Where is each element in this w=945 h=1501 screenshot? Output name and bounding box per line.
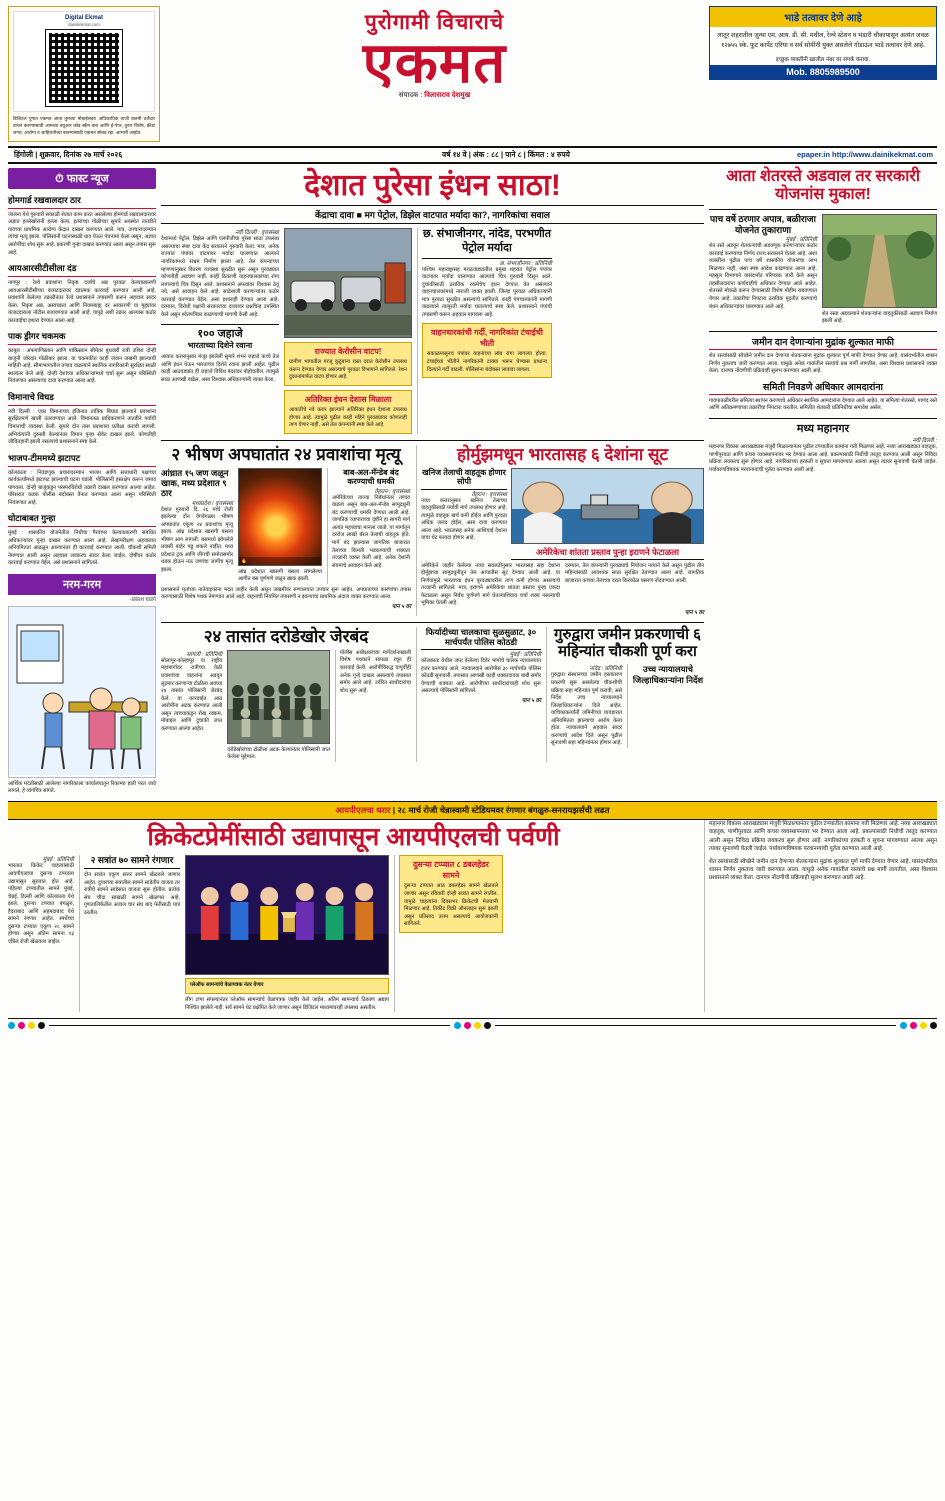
title-block — [166, 6, 703, 100]
farm-road-svg — [823, 215, 936, 307]
color-dot-black — [484, 1022, 491, 1029]
accident-story — [161, 445, 411, 616]
gurudwara-story — [546, 627, 704, 762]
fast-news-title: भाजप-टीममध्ये झटापट — [8, 452, 156, 467]
ipl-box2-body: दुसऱ्या टप्प्यात आठ डबलहेडर सामने खेळवले जाणार असून रविवारी दोन्ही सत्रांत सामने रंगतील. यामुळे चाहत्यांना दिवसभर क्रिकेटची मेजवानी मिळणार आहे. तिकीट विक्री ऑनलाइन सुरू झाली असून प्रतिसाद उत्तम असल्याचे आयोजकांनी सांगितले. — [404, 883, 498, 928]
fast-news-body: जालना येथे गुरुवारी सकाळी शेतात काम करत असलेल्या होमगार्ड रखवालदारावर अज्ञात हल्लेखोरांनी हल्ला केला. इतरांच्या गोळीच्या सुमारे अवस्थेत तातडीने गावच्या प्राथमिक आरोग्य केंद्रात दाखल करण्यात आले. मात्र, उपचारादरम्यान त्यांचा मृत्यू झाला. पोलिसांनी घटनास्थळी धाव घेऊन पंचनामा केला असून, अज्ञात आरोपींचा शोध सुरू आहे. प्रकरणी गुन्हा दाखल करण्यात आला असून तपास सुरू आहे. — [8, 211, 156, 256]
lead-headline: देशात पुरेसा इंधन साठा! — [304, 168, 561, 202]
color-dot-magenta — [910, 1022, 917, 1029]
ipl-right-filler — [704, 820, 937, 1012]
color-dots — [900, 1022, 937, 1029]
police-jump[interactable]: पान ५ वर — [521, 697, 541, 704]
extra-fuel-title: अतिरिक्त इंधन देशास मिळाला — [304, 394, 392, 404]
farm-road-photo — [822, 214, 937, 308]
robbers-story — [161, 627, 411, 762]
oil-body: नव्या करारानुसार खनिज तेलाच्या वाहतुकीसाठी पर्यायी मार्ग उपलब्ध होणार आहे. त्यामुळे वाहतूक खर्च कमी होईल आणि पुरवठा अधिक जलद होईल, असा दावा करण्यात आला आहे. भारतासह अनेक आशियाई देशांना याचा थेट फायदा होणार आहे. — [421, 497, 507, 542]
masthead — [8, 6, 937, 142]
fast-news-item[interactable] — [8, 391, 156, 447]
editor-name: विलासराव देशमुख — [424, 92, 471, 100]
bus-fire-photo — [238, 468, 322, 566]
police-custody-head: फिर्यादीच्या चालकाचा सुळसुळाट, ३० मार्चपर्यंत पोलिस कोठडी — [421, 627, 541, 650]
qr-code-icon[interactable] — [46, 30, 122, 106]
color-dot-magenta — [464, 1022, 471, 1029]
ipl-box1-body: दोन सत्रांत एकूण सत्तर सामने खेळवले जाणार आहेत. दुपारच्या सत्रातील सामने साडेतीन वाजता तर रात्रीचे सामने साडेसात वाजता सुरू होतील. प्रत्येक संघ चौदा साखळी सामने खेळणार आहे. गुणतालिकेतील अव्वल चार संघ बाद फेरीसाठी पात्र ठरतील. — [84, 872, 180, 916]
right-dateline: मुंबई : प्रतिनिधी — [785, 237, 817, 244]
fast-news-title: होमगार्ड रखवालदार ठार — [8, 194, 156, 209]
ipl-right-text-2: शेत रस्त्यांसाठी स्वेच्छेने जमीन दान देणाऱ्या शेतकऱ्यांना मुद्रांक शुल्कात पूर्ण माफी देण्यात येणार आहे. यासंदर्भातील शासन निर्णय नुकताच जारी करण्यात आला. यामुळे अनेक गावांतील रस्त्यांचे प्रश्न मार्गी लागतील, असा विश्वास प्रशासनाने व्यक्त केला. दानपत्र नोंदणीची प्रक्रियाही सुलभ करण्यात आली आहे. — [709, 858, 937, 882]
clock-icon: ⏱ — [55, 172, 64, 185]
land-donation-head: जमीन दान देणाऱ्यांना मुद्रांक शुल्कात माफी — [709, 336, 937, 350]
land-donation-body: शेत रस्त्यांसाठी स्वेच्छेने जमीन दान देणाऱ्या शेतकऱ्यांना मुद्रांक शुल्कात पूर्ण माफी देण्यात येणार आहे. यासंदर्भातील शासन निर्णय नुकताच जारी करण्यात आला. यामुळे अनेक गावांतील रस्त्यांचे प्रश्न मार्गी लागतील, असा विश्वास प्रशासनाने व्यक्त केला. दानपत्र नोंदणीची प्रक्रियाही सुलभ करण्यात आली आहे. — [709, 353, 937, 375]
dateline-bar — [8, 146, 937, 164]
fast-news-header — [8, 168, 156, 189]
third-row — [161, 622, 704, 762]
mahanagar-body: महानगर विकास आराखड्यास मंजुरी मिळाल्यानंतर पुढील टप्प्यातील कामांना गती मिळणार आहे. नव्या आराखड्यात वाहतूक, पाणीपुरवठा आणि कचरा व्यवस्थापनावर भर देण्यात आला आहे. प्रकल्पासाठी निधीची तरतूद करण्यात आली असून निविदा प्रक्रिया लवकरच सुरू होणार आहे. नागरिकांच्या हरकती व सूचना मागवण्यात आल्या असून त्यावर सुनावणी घेतली जाईल. पर्यावरणविषयक परवानग्यांची पूर्तता करण्यात आली आहे. — [709, 444, 937, 473]
narm-garam-header: नरम-गरम — [8, 574, 156, 595]
nanded-head: छ. संभाजीनगर, नांदेड, परभणीत पेट्रोल मर्यादा — [422, 228, 552, 258]
committee-head: समिती निवडणे अधिकार आमदारांना — [709, 381, 937, 395]
police-arrest-photo — [227, 650, 330, 744]
nanded-story — [417, 228, 552, 433]
committee-body: गावपातळीवरील समित्या स्थापन करण्याचे अधिकार स्थानिक आमदारांना देण्यात आले आहेत. या समित्या शेतरस्ते, पाणंद रस्ते आणि अतिक्रमणाच्या तक्रारींचा निपटारा करतील. समितीत शेतकरी प्रतिनिधींचा समावेश असेल. — [709, 397, 937, 412]
fast-news-title: पाक ड्रीगर चकमक — [8, 330, 156, 345]
ipl-strip: आयपीएलचा थरार | २८ मार्च रोजी चेन्नास्वामी स्टेडियमवर रंगणार बंगळुरु-सनरायझर्सची लढत — [8, 801, 937, 820]
hormuz-body-1: अमेरिकेने जाहीर केलेल्या नव्या सवलतीनुसार भारतासह सहा देशांना होर्मुझच्या सामुद्रधुनीतून तेल आयातीस सूट देण्यात आली आहे. या निर्णयामुळे भारताच्या इंधन पुरवठ्यावरील ताण कमी होणार असल्याचे तज्ज्ञांनी सांगितले. मात्र, इराणने अमेरिकेचा शांतता प्रस्ताव पुन्हा एकदा फेटाळला असून निर्बंध पूर्णपणे मागे घेतल्याशिवाय चर्चा शक्य नसल्याची भूमिका घेतली आहे. — [421, 562, 560, 607]
page-grid — [8, 168, 937, 796]
kerosene-body: ग्रामीण भागातील गरजू कुटुंबांना रास्त दरात केरोसीन उपलब्ध करून देण्यात येणार असल्याचे पुरवठा विभागाने सांगितले. रेशन दुकानांमार्फत वाटप होणार आहे. — [289, 359, 407, 381]
lead-subhead: केंद्राचा दावा ■ मग पेट्रोल, डिझेल वाटपात मर्यादा का?, नागरिकांचा सवाल — [161, 205, 704, 224]
fast-news-body: काबूल : अफगाणिस्तान आणि पाकिस्तान सीमेवर बुधवारी रात्री उशिरा दोन्ही बाजूंनी जोरदार गोळीबार झाला. या चकमकीत काही जवान जखमी झाल्याची माहिती आहे. सीमाभागातील तणाव वाढल्याने स्थानिक नागरिकांनी सुरक्षित स्थळी स्थलांतर केले आहे. दोन्ही देशांच्या अधिकाऱ्यांमध्ये चर्चा सुरू असून परिस्थिती नियंत्रणात असल्याचा दावा करण्यात आला आहे. — [8, 348, 156, 385]
narm-garam-byline: -प्रकाश घाडगे — [129, 596, 156, 603]
fast-news-title: घोटाबाबत गुन्हा — [8, 512, 156, 527]
dateline-center: वर्ष १४ वे | अंक : ८८ | पाने ८ | किंमत : ४ रुपये — [442, 149, 570, 159]
gurudwara-side-head: उच्च न्यायालयाचे जिल्हाधिकाऱ्यांना निर्देश — [632, 664, 704, 685]
extra-fuel-box — [284, 390, 412, 434]
ipl-box2-head: दुसऱ्या टप्प्यात ८ डबलहेडर सामने — [413, 860, 489, 881]
hormuz-story — [416, 445, 704, 616]
editor-line — [166, 91, 703, 100]
color-dot-cyan — [900, 1022, 907, 1029]
qr-inner — [13, 11, 155, 112]
robbers-body-1: सोलापूर-कोल्हापूर या राष्ट्रीय महामार्गावर रात्रीच्या वेळी प्रवाशांच्या वाहनांना अडवून लुटमार करणाऱ्या टोळीला अवघ्या २४ तासांत पोलिसांनी जेरबंद केले. या कारवाईत आठ आरोपींना अटक करण्यात आली असून त्यांच्याकडून रोख रक्कम, मोबाइल आणि दुचाकी जप्त करण्यात आल्या आहेत. — [161, 657, 223, 732]
crowd-body: सकाळपासूनच पंपांवर वाहनांच्या लांब रांगा लागल्या होत्या. टंचाईच्या भीतीने नागरिकांनी टाक्या भरून घेण्यास प्राधान्य दिल्याने गर्दी वाढली. पोलिसांना बंदोबस्त लावावा लागला. — [427, 351, 547, 373]
left-column — [8, 168, 156, 796]
gurudwara-dateline: नांदेड : प्रतिनिधी — [589, 666, 622, 673]
ad-body: लातूर शहरातील जुन्या एम. आय. डी. सी. मधील, रेल्वे स्टेशन व भंडारी चौकापासून अत्यंत जवळ १२७५५ स्के. फूट कार्पेट एरिया व सर्व सोयींनी युक्त असलेले गोडाऊन भाडे तत्वावर देणे आहे. — [717, 32, 929, 49]
ipl-strip-right: २८ मार्च रोजी चेन्नास्वामी स्टेडियमवर रंगणार बंगळुरु-सनरायझर्सची लढत — [397, 804, 610, 815]
qr-promo-box — [8, 6, 160, 142]
oil-transport-head: खनिज तेलाची वाहतूक होणार सोपी — [421, 468, 507, 490]
accident-body-2: प्रशासनाने मृतांच्या नातेवाइकांना मदत जाहीर केली असून जखमींवर रुग्णालयात उपचार सुरू आहेत. अपघाताच्या कारणांचा तपास करण्यासाठी विशेष पथक नेमण्यात आले आहे. वाहनांची नियमित तपासणी न झाल्याचा प्राथमिक अंदाज व्यक्त करण्यात आला. — [161, 586, 411, 601]
lead-col-1 — [161, 228, 279, 433]
gurudwara-body: गुरुद्वारा संस्थानच्या जमीन हस्तांतरण प्रकरणी सुरू असलेल्या चौकशीची प्रक्रिया सहा महिन्यांत पूर्ण करावी, असे निर्देश उच्च न्यायालयाने जिल्हाधिकाऱ्यांना दिले आहेत. याचिकाकर्त्यांनी जमिनीच्या व्यवहारात अनियमितता झाल्याचा आरोप केला होता. न्यायालयाने अहवाल सादर करण्याचे आदेश दिले असून पुढील सुनावणी सहा महिन्यांनंतर होणार आहे. — [551, 672, 622, 747]
right-column — [709, 168, 937, 796]
ipl-head: क्रिकेटप्रेमींसाठी उद्यापासून आयपीएलची पर्वणी — [147, 822, 560, 851]
color-dot-black — [930, 1022, 937, 1029]
hormuz-jump[interactable]: पान ५ वर — [684, 609, 704, 616]
fast-news-item[interactable] — [8, 452, 156, 508]
ipl-right-text: महानगर विकास आराखड्यास मंजुरी मिळाल्यानंतर पुढील टप्प्यातील कामांना गती मिळणार आहे. नव्या आराखड्यात वाहतूक, पाणीपुरवठा आणि कचरा व्यवस्थापनावर भर देण्यात आला आहे. प्रकल्पासाठी निधीची तरतूद करण्यात आली असून निविदा प्रक्रिया लवकरच सुरू होणार आहे. नागरिकांच्या हरकती व सूचना मागवण्यात आल्या असून त्यावर सुनावणी घेतली जाईल. पर्यावरणविषयक परवानग्यांची पूर्तता करण्यात आली आहे. — [709, 820, 937, 853]
footer-line — [495, 1025, 896, 1026]
robbers-body-2: पोलीस अधीक्षकांच्या मार्गदर्शनाखाली विशेष पथकाने सापळा रचून ही कारवाई केली. आरोपींविरुद्ध यापूर्वीही अनेक गुन्हे दाखल असल्याचे तपासात समोर आले आहे. उर्वरित साथीदारांचा शोध सुरू आहे. — [339, 649, 411, 694]
crowd-box — [422, 323, 552, 378]
fast-news-item[interactable] — [8, 330, 156, 386]
color-dots — [8, 1022, 45, 1029]
fast-news-body: कोलकाता : निवडणूक प्रचारादरम्यान भाजप आणि सत्ताधारी पक्षाच्या कार्यकर्त्यांमध्ये झटापट झाल्याची घटना घडली. पोलिसांनी हस्तक्षेप करून जमाव पांगवला. दोन्ही बाजूंकडून परस्परविरोधी तक्रारी दाखल करण्यात आल्या आहेत. परिसरात कडक पोलीस बंदोबस्त तैनात करण्यात आला असून परिस्थिती नियंत्रणात आहे. — [8, 469, 156, 506]
kerosene-title: राज्यात केरोसीन वाटप! — [314, 347, 382, 357]
fast-news-label: फास्ट न्यूज — [66, 172, 109, 185]
accident-head: २ भीषण अपघातांत २४ प्रवाशांचा मृत्यू — [171, 444, 401, 464]
fast-news-item[interactable] — [8, 512, 156, 568]
qr-subtitle: dainikekmat.com — [68, 22, 100, 28]
color-dot-yellow — [474, 1022, 481, 1029]
hormuz-head: होर्मुझमधून भारतासह ६ देशांना सूट — [456, 444, 669, 464]
right-sub: पाच वर्षे ठरणार अपात्र, बळीराजा योजनेत तुकाराणा — [710, 213, 816, 235]
bab-dateline: तेहरान : वृत्तसंस्था — [374, 488, 410, 495]
kerosene-box — [284, 342, 412, 386]
right-body: शेत रस्ते अडवून शेतकऱ्यांची अडवणूक करणाऱ्यांवर कठोर कारवाई करण्याचा निर्णय राज्य सरकारने घेतला आहे. अशा व्यक्तींना पुढील पाच वर्षे शासकीय योजनांचा लाभ मिळणार नाही, असा स्पष्ट आदेश काढण्यात आला आहे. महसूल विभागाने यासंदर्भात परिपत्रक जारी केले असून तहसीलदारांना कार्यवाहीचे अधिकार देण्यात आले आहेत. शेतरस्ते मोकळे करून देण्यासाठी विशेष मोहीम राबवण्यात येणार आहे. तक्रारींचा निपटारा ठराविक मुदतीत करण्याचे बंधन अधिकाऱ्यांवर घालण्यात आले आहे. — [709, 243, 817, 310]
hormuz-sub: अमेरिकेचा शांतता प्रस्ताव पुन्हा इराणने फेटाळला — [511, 547, 704, 560]
top-advertisement[interactable] — [709, 6, 937, 80]
lead-dateline: नवी दिल्ली : वृत्तसंस्था — [235, 230, 279, 237]
bus-fire-photo-label: 🔥 — [239, 557, 321, 565]
paper-title: एकमत — [362, 31, 507, 94]
leaders-tanker-svg — [512, 469, 703, 543]
bab-el-mandeb-head: बाब-अल-मॅन्डेब बंद करण्याची धमकी — [343, 467, 399, 487]
fast-news-body: नवी दिल्ली : एका विमानाच्या इंजिनात तांत्रिक बिघाड झाल्याने प्रवाशांना सुरक्षितपणे खाली उतरवण्यात आले. विमानतळ प्राधिकरणाने तातडीने पर्यायी विमानाची व्यवस्था केली. सुमारे दोन तास प्रवाशांना प्रतीक्षा करावी लागली. अभियंत्यांनी दुरुस्ती केल्यानंतर विमान पुन्हा सेवेत दाखल झाले. कोणतीही जीवितहानी झाली नसल्याचे प्रशासनाने स्पष्ट केले. — [8, 408, 156, 446]
ad-mobile[interactable]: Mob. 8805989500 — [710, 65, 936, 79]
fast-news-item[interactable] — [8, 262, 156, 325]
second-row — [161, 440, 704, 616]
robbers-photo-caption: दरोडेखोरांच्या टोळीला अटक केल्यानंतर पोलिसांनी जप्त केलेला मुद्देमाल. — [227, 746, 330, 761]
fast-news-title: विमानाचे विघड — [8, 391, 156, 406]
tagline: पुरोगामी विचाराचे — [364, 11, 505, 34]
color-dot-magenta — [18, 1022, 25, 1029]
ipl-last-col: लीग टप्पा संपल्यानंतर प्लेऑफ सामन्यांचे वेळापत्रक जाहीर केले जाईल. अंतिम सामन्याचे ठिकाण अद्याप निश्चित झालेले नाही. सर्व सामने थेट प्रक्षेपित केले जाणार असून डिजिटल माध्यमांवरही उपलब्ध असतील. — [185, 996, 389, 1011]
bab-body: अमेरिकेच्या ताज्या निर्बंधांनंतर तणाव वाढला असून बाब-अल-मॅन्डेब सामुद्रधुनी बंद करण्याची धमकी देण्यात आली आहे. जागतिक व्यापाराच्या दृष्टीने हा सागरी मार्ग अत्यंत महत्त्वाचा मानला जातो. या मार्गातून दररोज लाखो बॅरल तेलाची वाहतूक होते. मार्ग बंद झाल्यास जागतिक बाजारात तेलाच्या किमती भडकण्याची शक्यता तज्ज्ञांनी व्यक्त केली आहे. अनेक देशांनी संयमाचे आवाहन केले आहे. — [332, 494, 410, 569]
gurudwara-head: गुरुद्वारा जमीन प्रकरणाची ६ महिन्यांत चौकशी पूर्ण करा — [554, 625, 701, 660]
police-body: कोलकाता येथील जप्त केलेल्या दिवेर भांगोचे चालक न्यायालयात हजर करण्यात आले. न्यायालयाने आरोपीस ३० मार्चपर्यंत पोलिस कोठडी सुनावली. तपासात आणखी काही धक्कादायक बाबी समोर येण्याची शक्यता आहे. आरोपींच्या साथीदारांचाही शोध सुरू असल्याचे पोलिसांनी सांगितले. — [421, 658, 541, 695]
color-dots — [454, 1022, 491, 1029]
ships-subhead-1: १०० जहाजे — [161, 324, 279, 341]
color-dot-yellow — [920, 1022, 927, 1029]
robbers-head: २४ तासांत दरोडेखोर जेरबंद — [203, 626, 369, 646]
ipl-box2 — [399, 855, 503, 932]
color-dot-black — [38, 1022, 45, 1029]
right-head: आता शेतरस्ते अडवाल तर सरकारी योजनांस मुकाल! — [725, 167, 921, 203]
oil-dateline: तेहरान : वृत्तसंस्था — [471, 491, 507, 498]
accident-jump[interactable]: पान ५ वर — [391, 603, 411, 610]
ipl-box1-head: २ सत्रांत ७० सामने रंगणार — [84, 855, 180, 869]
extra-fuel-body: आयातीचे नवे करार झाल्याने अतिरिक्त इंधन देशाला उपलब्ध होणार आहे. त्यामुळे पुढील काही महिने पुरवठ्यावर कोणताही ताण येणार नाही, असे तेल कंपन्यांनी स्पष्ट केले आहे. — [289, 406, 407, 429]
fuel-queue-photo — [284, 228, 412, 338]
lead-col-2 — [284, 228, 412, 433]
color-dot-yellow — [28, 1022, 35, 1029]
hormuz-body-2: दरम्यान, तेल कंपन्यांनी पुरवठ्याचे नियोजन नव्याने केले असून पुढील तीन महिन्यांसाठी आवश्यक साठा सुरक्षित ठेवण्यात आला आहे. जागतिक बाजारात कच्च्या तेलाच्या दरात किरकोळ घसरण नोंदवण्यात आली. — [565, 562, 704, 584]
ipl-caption-box — [185, 978, 389, 994]
ipl-teams-svg — [186, 856, 388, 974]
qr-title: Digital Ekmat — [64, 15, 103, 21]
dateline-left: हिंगोली | शुक्रवार, दिनांक २७ मार्च २०२६ — [14, 149, 123, 159]
police-custody-story — [416, 627, 541, 762]
ships-subhead-2: भारताच्या दिशेने रवाना — [187, 341, 253, 351]
cartoon-illustration — [8, 606, 156, 778]
accident-dateline: मध्यप्रदेश / वृत्तसंस्था — [191, 500, 233, 507]
accident-photo-caption: आंध्र प्रदेशात खासगी बसला लागलेल्या आगीत बस पूर्णपणे जळून खाक झाली. — [238, 568, 322, 583]
footer-registration-bar — [8, 1018, 937, 1029]
color-dot-cyan — [8, 1022, 15, 1029]
mahanagar-head: मध्य महानगर — [796, 422, 850, 435]
ad-headline: भाडे तत्वावर देणे आहे — [710, 7, 936, 27]
dateline-website[interactable]: epaper.in http://www.dainikekmat.com — [797, 150, 933, 160]
center-column — [161, 168, 704, 796]
editor-label: संपादक : — [398, 92, 423, 100]
cartoon-caption: आर्थिक मदतीसाठी आलेल्या नागरिकाला कार्यालयातून रिकाम्या हाती परत जावे लागले, हे व्यंगचित्र सांगते. — [8, 780, 156, 795]
qr-caption: डिजिटल युगात एकमत आता तुमच्या मोबाईलवर! अधिकाधिक ताजी बातमी दर्जेदार वाचन करण्यासाठी आमच्या क्यूआर कोड स्कॅन करा आणि ई-पेपर, तुरुप विशेष, क्रीडा जगत, आरोग्य व जाहिरातीच्या बातम्यांसाठी एकमत सोबत रहा. आभारी आहोत. — [13, 116, 155, 135]
fast-news-item[interactable] — [8, 194, 156, 257]
crowd-title: वाहनधारकांची गर्दी, नागरिकांत टंचाईची भीती — [431, 328, 543, 349]
ipl-col1: भारतात क्रिकेट चाहत्यांसाठी आयपीएलच्या दुसऱ्या टप्प्याला उद्यापासून सुरुवात होत आहे. पहिल्या टप्प्यातील सामने मुंबई, चेन्नई, दिल्ली आणि कोलकाता येथे झाले. दुसऱ्या टप्प्यात बंगळुरु, हैदराबाद आणि अहमदाबाद येथे सामने रंगणार आहेत. स्पर्धेच्या दुसऱ्या टप्प्यात एकूण २८ सामने होणार असून अंतिम सामना १३ एप्रिल रोजी खेळवला जाईल. — [8, 863, 74, 945]
ipl-dateline: मुंबई : प्रतिनिधी — [42, 857, 74, 864]
police-arrest-svg — [228, 651, 329, 743]
fast-news-title: आयआरसीटीसीला दंड — [8, 262, 156, 277]
accident-body-1: देशात गुरुवारी दि. २६ मार्च रोजी झालेल्या दोन वेगवेगळ्या भीषण अपघातांत एकूण २४ प्रवाशांचा मृत्यू झाला. आंध्र प्रदेशात खासगी बसला भीषण आग लागली. बसमध्ये झोपलेले प्रवासी बाहेर पडू शकले नाहीत. मध्य प्रदेशात ट्रक आणि जीपची समोरासमोर धडक होऊन नऊ जणांचा जागीच मृत्यू झाला. — [161, 506, 233, 573]
accident-sub: आंध्रात १५ जण जळून खाक, मध्य प्रदेशात ९ ठार — [161, 467, 229, 499]
nanded-body: पश्चिम महाराष्ट्रासह मराठवाड्यातील प्रमुख शहरांत पेट्रोल पंपांवर वाटपावर मर्यादा घालण्यात आल्याचे चित्र गुरुवारी दिसून आले. दुचाकीसाठी ठराविक रकमेचेच इंधन देण्यात येत असल्याने वाहनचालकांमध्ये नाराजी व्यक्त झाली. जिल्हा पुरवठा अधिकाऱ्यांनी मात्र पुरवठा सुरळीत असल्याचे सांगितले. काही पंपचालकांनी मागणी वाढल्याने तात्पुरती मर्यादा घातल्याचे स्पष्ट केले. प्रशासनाने पंपांची तपासणी करून अहवाल मागवला आहे. — [422, 266, 552, 318]
fast-news-body: मुंबई : शासकीय योजनेतील निधीचा गैरवापर केल्याप्रकरणी संबंधित अधिकाऱ्यांवर गुन्हा दाखल करण्यात आला आहे. लेखापरीक्षण अहवालात अनियमितता आढळून आल्यानंतर ही कारवाई करण्यात आली. चौकशी समिती नेमण्यात आली असून अहवाल लवकरच सादर केला जाईल. दोषींवर कठोर कारवाई करण्यात येईल, असे प्रशासनाने सांगितले. — [8, 530, 156, 567]
mahanagar-dateline: नवी दिल्ली : — [912, 438, 937, 445]
police-dateline: मुंबई : प्रतिनिधी — [509, 652, 541, 659]
lead-body: देशामध्ये पेट्रोल, डिझेल आणि एलपीजीचा पुरेसा साठा उपलब्ध असल्याचा स्पष्ट दावा केंद्र सरकारने गुरुवारी केला. मात्र, अनेक राज्यांत पंपांवर वाटपावर मर्यादा घालण्यात आल्याने नागरिकांमध्ये संभ्रम निर्माण झाला आहे. तेल कंपन्यांच्या म्हणण्यानुसार वितरण व्यवस्था सुरळीत सुरू असून पुरवठ्यात कोणतीही अडचण नाही. काही ठिकाणी वाहनचालकांच्या रांगा लागल्याचे चित्र दिसून आले. प्रशासनाने अफवांवर विश्वास ठेवू नये, असे आवाहन केले आहे. साठेबाजी करणाऱ्यांवर कठोर कारवाई करण्यात येईल, असा इशाराही देण्यात आला आहे. दरम्यान, विरोधी पक्षांनी सरकारच्या दाव्यावर प्रश्नचिन्ह उपस्थित केले असून श्वेतपत्रिका काढण्याची मागणी केली आहे. — [161, 236, 279, 318]
color-dot-cyan — [454, 1022, 461, 1029]
leaders-tanker-photo — [511, 468, 704, 544]
fuel-queue-photo-svg — [285, 229, 411, 335]
fast-news-body: नागपूर : रेल्वे प्रवाशांना निकृष्ट दर्जाचे अन्न पुरवठा केल्याप्रकरणी आयआरसीटीसीच्या कंत्राटदारावर दंडात्मक कारवाई करण्यात आली आहे. प्रवाशांनी केलेल्या तक्रारीनंतर रेल्वे प्रशासनाने तपासणी करून अहवाल सादर केला. निकृष्ट अन्न, अस्वच्छता आणि नियमबाह्य दर आकारणी या मुद्द्यांवर कंत्राटदाराला नोटीस बजावण्यात आली आहे. यापुढे अशी तक्रार आल्यास कठोर कारवाईचा इशारा देण्यात आला आहे. — [8, 280, 156, 324]
cartoon-svg — [9, 607, 155, 775]
right-photo-caption: शेत रस्ता अडवल्याने शेतकऱ्यांना वाहतुकीसाठी अडचण निर्माण झाली आहे. — [822, 310, 937, 325]
mahanagar-story — [709, 418, 937, 474]
nanded-dateline: छ. संभाजीनगर : प्रतिनिधी — [499, 260, 552, 267]
footer-line — [49, 1025, 450, 1026]
ships-body: आयात करारानुसार मंजूर झालेली सुमारे शंभर जहाजे कच्चे तेल आणि इंधन घेऊन भारताच्या दिशेने रवाना झाली आहेत. पुढील काही आठवड्यांत ही जहाजे विविध बंदरांवर पोहोचतील. त्यामुळे साठा आणखी वाढेल, असा विश्वास अधिकाऱ्यांनी व्यक्त केला. — [161, 354, 279, 383]
ipl-caption: प्लेऑफ सामन्यांचे वेळापत्रक नंतर येणार — [190, 982, 264, 989]
ipl-teams-photo — [185, 855, 389, 975]
robbers-dateline: सांगली : प्रतिनिधी — [186, 651, 223, 658]
ad-note: इच्छुक व्यक्तींनी खालील नंबर वर संपर्क करावा. — [775, 56, 871, 63]
ipl-strip-left: आयपीएलचा थरार — [335, 804, 391, 815]
lead-story-block — [161, 228, 704, 433]
